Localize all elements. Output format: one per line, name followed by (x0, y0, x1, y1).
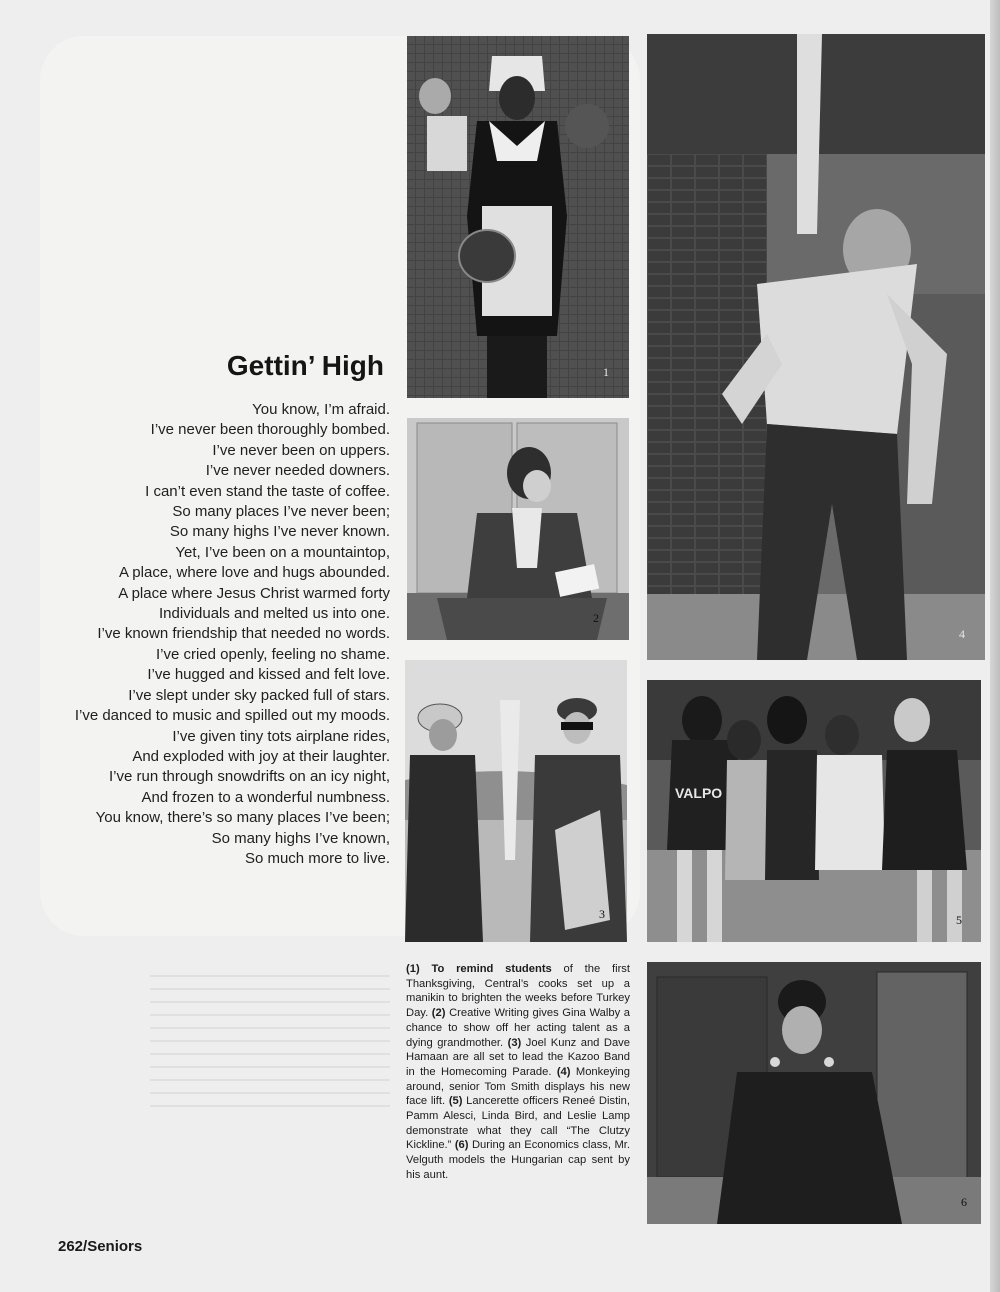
caption-number: (1) (406, 963, 420, 975)
photo-number: 6 (961, 1195, 967, 1209)
poem-line: I’ve cried openly, feeling no shame. (155, 645, 390, 663)
page-folio: 262/Seniors (58, 1238, 143, 1255)
photo-2-image (407, 418, 629, 640)
poem-body (10, 400, 390, 869)
photo-5-image (647, 680, 981, 942)
caption-text: of the first Thanksgiving, Central’s cooks set up a manikin to brighten the weeks before Turkey Day. (406, 963, 631, 1020)
photo-number: 5 (956, 913, 962, 927)
shirt-lettering: VALPO (675, 785, 723, 801)
caption-number: (2) (431, 1007, 446, 1020)
photo-4-tom-smith (647, 34, 985, 660)
caption-text: Monkeying around, senior Tom Smith displays his new face lift. (406, 1065, 630, 1108)
poem-line: And frozen to a wonderful numbness. (141, 788, 390, 806)
photo-captions (406, 962, 630, 1183)
poem-line: So many places I’ve never been; (172, 503, 390, 521)
photo-number: 4 (959, 627, 965, 641)
caption-number: (4) (556, 1065, 571, 1078)
caption-text: Creative Writing gives Gina Walby a chance to show off her acting talent as a dying grandmother. (406, 1007, 630, 1049)
poem-line: You know, I’m afraid. (252, 401, 390, 418)
poem-line: I’ve never needed downers. (205, 462, 390, 480)
photo-number: 1 (603, 365, 609, 379)
poem-line: I’ve slept under sky packed full of stars. (128, 686, 390, 704)
photo-1-image (407, 36, 629, 398)
bleed-through-text (150, 975, 390, 1115)
photo-number: 2 (593, 611, 599, 625)
photo-6-image (647, 962, 981, 1224)
poem-line: So many highs I’ve never known. (169, 523, 390, 541)
poem-line: A place where Jesus Christ warmed forty (118, 584, 390, 602)
photo-4-image (647, 34, 985, 660)
caption-text: Joel Kunz and Dave Hamaan are all set to lead the Kazoo Band in the Homecoming Parade. (406, 1036, 630, 1078)
poem-line: I’ve run through snowdrifts on an icy night, (109, 768, 390, 786)
poem-line: A place, where love and hugs abounded. (118, 564, 390, 582)
poem-line: I’ve never been on uppers. (212, 441, 390, 459)
caption-number: (6) (454, 1139, 469, 1152)
photo-6-velguth (647, 962, 981, 1224)
photo-3-image (405, 660, 627, 942)
poem-line: So many highs I’ve known, (211, 829, 390, 847)
caption-text: During an Economics class, Mr. Velguth models the Hungarian cap sent by his aunt. (406, 1139, 630, 1181)
caption-number: (3) (507, 1036, 522, 1049)
poem-line: Individuals and melted us into one. (159, 605, 390, 623)
poem-line: I’ve never been thoroughly bombed. (150, 421, 390, 439)
caption-text: Lancerette officers Reneé Distin, Pamm Alesci, Linda Bird, and Leslie Lamp demonstrate what they call “The Clutzy Kickline.” (406, 1095, 630, 1152)
poem-line: You know, there’s so many places I’ve been; (95, 809, 390, 827)
poem-title: Gettin’ High (226, 350, 384, 381)
photo-2-student (407, 418, 629, 640)
page-edge (990, 0, 1000, 1292)
poem-line: Yet, I’ve been on a mountaintop, (175, 543, 390, 561)
poem-line: I’ve danced to music and spilled out my moods. (74, 707, 390, 725)
photo-3-kazoo-band (405, 660, 627, 942)
photo-1-manikin (407, 36, 629, 398)
poem-line: I’ve hugged and kissed and felt love. (147, 666, 390, 684)
poem-line: I’ve given tiny tots airplane rides, (172, 727, 390, 745)
poem-line: And exploded with joy at their laughter. (132, 747, 390, 765)
poem-line: I’ve known friendship that needed no words. (97, 625, 390, 643)
caption-number: (5) (448, 1095, 463, 1108)
poem-line: I can’t even stand the taste of coffee. (145, 482, 390, 500)
caption-lead: To remind students (431, 963, 552, 975)
poem-line: So much more to live. (244, 849, 390, 867)
photo-5-lancerettes (647, 680, 981, 942)
photo-number: 3 (599, 907, 605, 921)
